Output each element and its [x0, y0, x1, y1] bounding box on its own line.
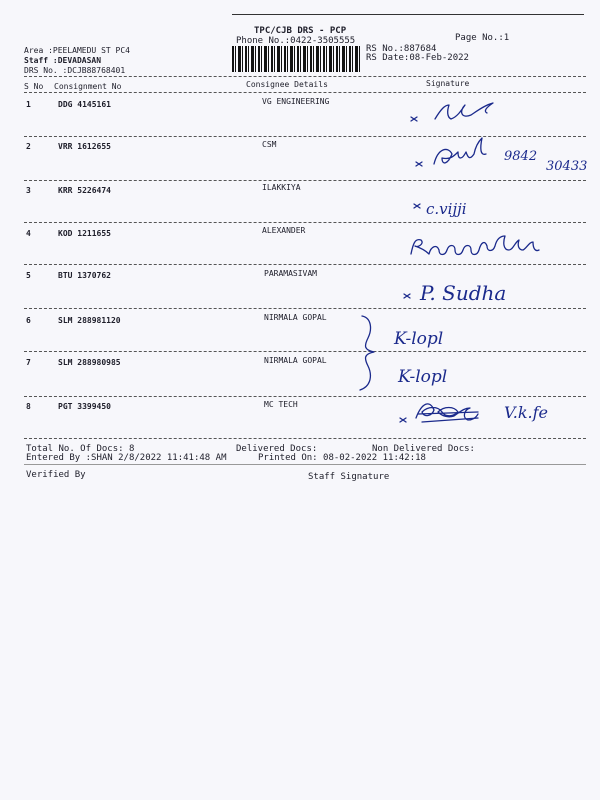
row-consignment: KOD 1211655: [58, 229, 111, 238]
row-sno: 1: [26, 100, 31, 109]
row-divider: [24, 136, 586, 137]
row-consignee: VG ENGINEERING: [262, 97, 330, 106]
signature-row-3: [410, 192, 520, 222]
row-consignment: DDG 4145161: [58, 100, 111, 109]
svg-text:K-lopl: K-lopl: [398, 367, 448, 387]
row-divider: [24, 351, 586, 352]
printed-on: Printed On: 08-02-2022 11:42:18: [258, 453, 426, 463]
svg-text:P. Sudha: P. Sudha: [420, 281, 507, 305]
entered-by: Entered By :SHAN 2/8/2022 11:41:48 AM: [26, 453, 227, 463]
row-divider: [24, 438, 586, 439]
row-consignee: CSM: [262, 140, 277, 149]
total-docs: Total No. Of Docs: 8: [26, 444, 135, 454]
non-delivered-docs: Non Delivered Docs:: [372, 444, 475, 454]
row-consignment: VRR 1612655: [58, 142, 111, 151]
brace-mark: [354, 314, 376, 394]
drs-number: DRS No. :DCJB88768401: [24, 66, 126, 75]
row-sno: 8: [26, 402, 31, 411]
row-consignee: ALEXANDER: [262, 226, 306, 235]
svg-text:9842: 9842: [504, 149, 538, 164]
signature-row-5: [400, 276, 560, 310]
row-consignment: SLM 288980985: [58, 358, 121, 367]
svg-text:K-lopl: K-lopl: [394, 329, 444, 349]
header-divider: [24, 76, 586, 77]
col-signature: Signature: [426, 79, 470, 88]
row-sno: 5: [26, 271, 31, 280]
row-sno: 4: [26, 229, 31, 238]
signature-row-2: [412, 140, 600, 180]
row-consignee: PARAMASIVAM: [264, 269, 317, 278]
row-consignee: NIRMALA GOPAL: [264, 356, 327, 365]
barcode: [232, 46, 360, 72]
svg-text:30433: 30433: [546, 159, 588, 174]
row-divider: [24, 180, 586, 181]
row-consignment: KRR 5226474: [58, 186, 111, 195]
rs-date: RS Date:08-Feb-2022: [366, 53, 469, 63]
row-consignee: MC TECH: [264, 400, 298, 409]
staff-label: Staff :DEVADASAN: [24, 56, 102, 65]
row-sno: 2: [26, 142, 31, 151]
row-consignee: NIRMALA GOPAL: [264, 313, 327, 322]
staff-signature: Staff Signature: [308, 472, 390, 482]
document-title: TPC/CJB DRS - PCP: [254, 26, 347, 36]
footer-rule: [24, 464, 586, 465]
row-sno: 6: [26, 316, 31, 325]
signature-row-7: [396, 360, 496, 390]
top-rule: [232, 14, 584, 15]
row-sno: 7: [26, 358, 31, 367]
row-consignment: PGT 3399450: [58, 402, 111, 411]
row-consignee: ILAKKIYA: [262, 183, 301, 192]
signature-row-1: [405, 95, 515, 130]
svg-text:V.k.fe: V.k.fe: [504, 403, 549, 422]
row-divider: [24, 264, 586, 265]
col-consignee: Consignee Details: [246, 80, 328, 89]
delivered-docs: Delivered Docs:: [236, 444, 318, 454]
row-consignment: SLM 288981120: [58, 316, 121, 325]
svg-text:c.vijji: c.vijji: [426, 200, 467, 218]
signature-row-8: [396, 396, 586, 430]
col-consignment: Consignment No: [54, 82, 122, 91]
column-divider: [24, 92, 586, 93]
signature-row-4: [405, 230, 585, 262]
page-number: Page No.:1: [455, 33, 510, 43]
rs-number: RS No.:887684: [366, 44, 437, 54]
area-label: Area :PEELAMEDU ST PC4: [24, 46, 130, 55]
signature-row-6: [392, 322, 492, 352]
row-sno: 3: [26, 186, 31, 195]
phone-number: Phone No.:0422-3505555: [236, 36, 356, 46]
verified-by: Verified By: [26, 470, 86, 480]
row-consignment: BTU 1370762: [58, 271, 111, 280]
col-sno: S No: [24, 82, 44, 91]
row-divider: [24, 222, 586, 223]
